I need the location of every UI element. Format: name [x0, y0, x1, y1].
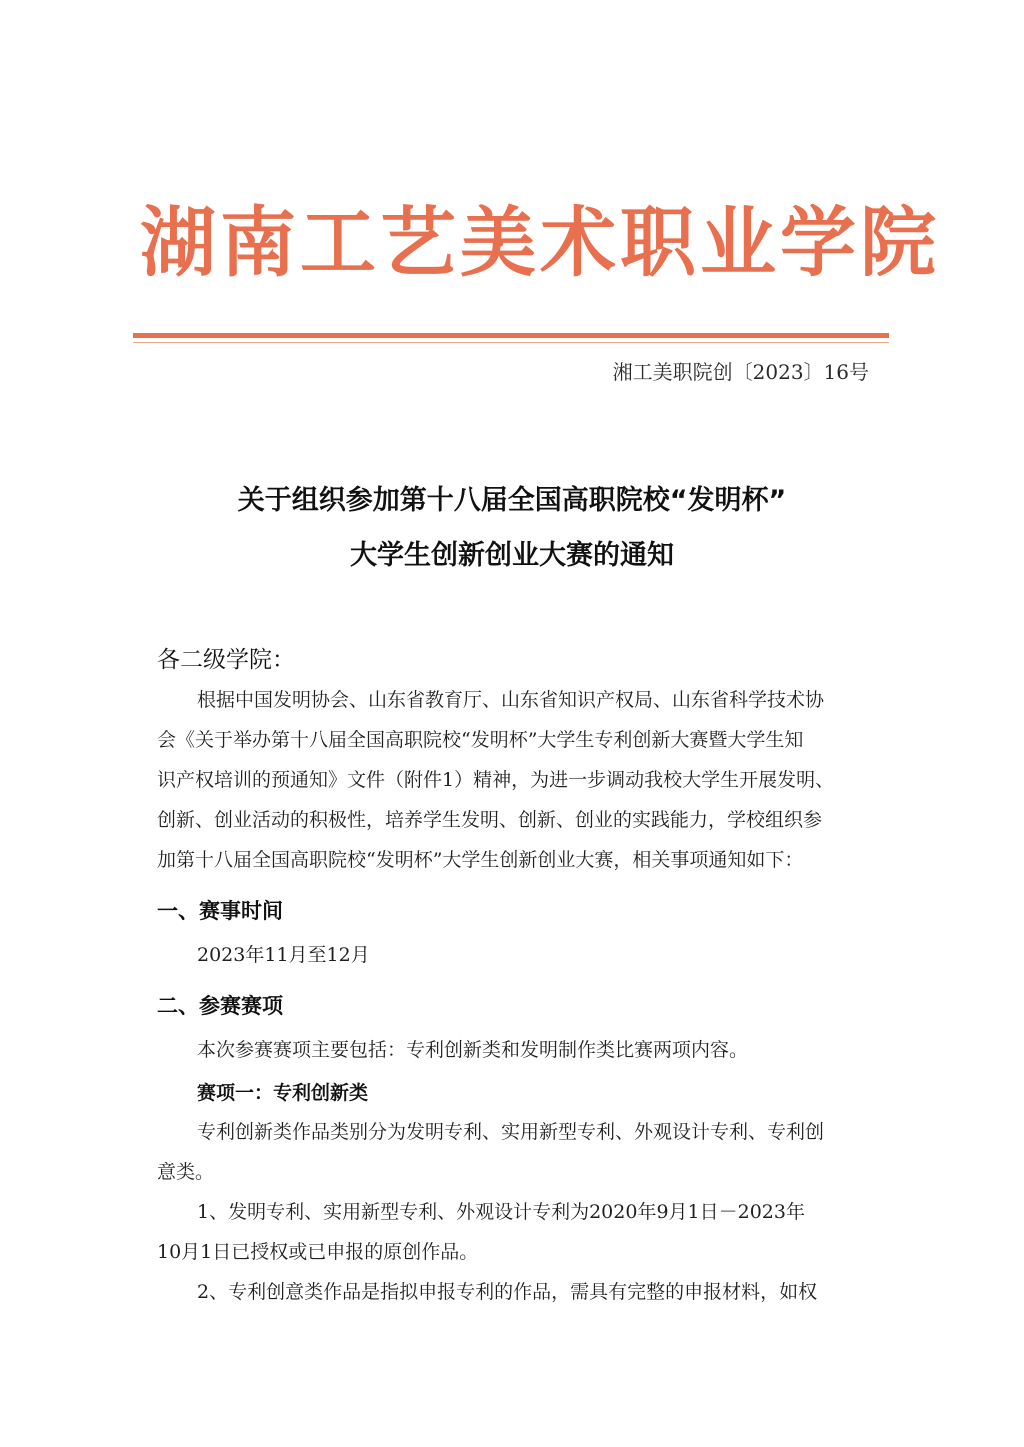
section-2-text-block	[157, 1030, 870, 1070]
item-2-line: 2、专利创意类作品是指拟申报专利的作品，需具有完整的申报材料，如权	[197, 1281, 818, 1303]
item-1-line: 1、发明专利、实用新型专利、外观设计专利为2020年9月1日－2023年	[197, 1201, 805, 1223]
item-1-line: 10月1日已授权或已申报的原创作品。	[157, 1241, 479, 1263]
salutation: 各二级学院：	[157, 647, 295, 673]
section-1-heading: 一、赛事时间	[157, 899, 283, 923]
event-1-line: 专利创新类作品类别分为发明专利、实用新型专利、外观设计专利、专利创	[197, 1121, 825, 1143]
section-2-text: 本次参赛赛项主要包括：专利创新类和发明制作类比赛两项内容。	[197, 1039, 749, 1061]
section-1-text-block	[157, 935, 870, 975]
event-1-description	[157, 1112, 870, 1312]
intro-line: 识产权培训的预通知》文件（附件1）精神，为进一步调动我校大学生开展发明、	[157, 769, 835, 791]
section-2-heading: 二、参赛赛项	[157, 994, 283, 1018]
event-1-heading: 赛项一：专利创新类	[197, 1082, 369, 1104]
intro-line: 创新、创业活动的积极性，培养学生发明、创新、创业的实践能力，学校组织参	[157, 809, 823, 831]
section-1-text: 2023年11月至12月	[197, 944, 370, 966]
intro-line: 加第十八届全国高职院校“发明杯”大学生创新创业大赛，相关事项通知如下：	[157, 849, 804, 871]
intro-line: 根据中国发明协会、山东省教育厅、山东省知识产权局、山东省科学技术协	[197, 689, 825, 711]
document-title-line-1: 关于组织参加第十八届全国高职院校“发明杯”	[237, 485, 787, 516]
intro-paragraph	[157, 680, 870, 880]
letterhead-rule-thin	[133, 342, 889, 343]
letterhead-institution: 湖南工艺美术职业学院	[140, 198, 940, 287]
event-1-line: 意类。	[157, 1161, 215, 1183]
document-title-line-2: 大学生创新创业大赛的通知	[350, 540, 674, 571]
intro-line: 会《关于举办第十八届全国高职院校“发明杯”大学生专利创新大赛暨大学生知	[157, 729, 804, 751]
letterhead-rule	[133, 333, 889, 338]
document-number: 湘工美职院创〔2023〕16号	[612, 360, 869, 384]
